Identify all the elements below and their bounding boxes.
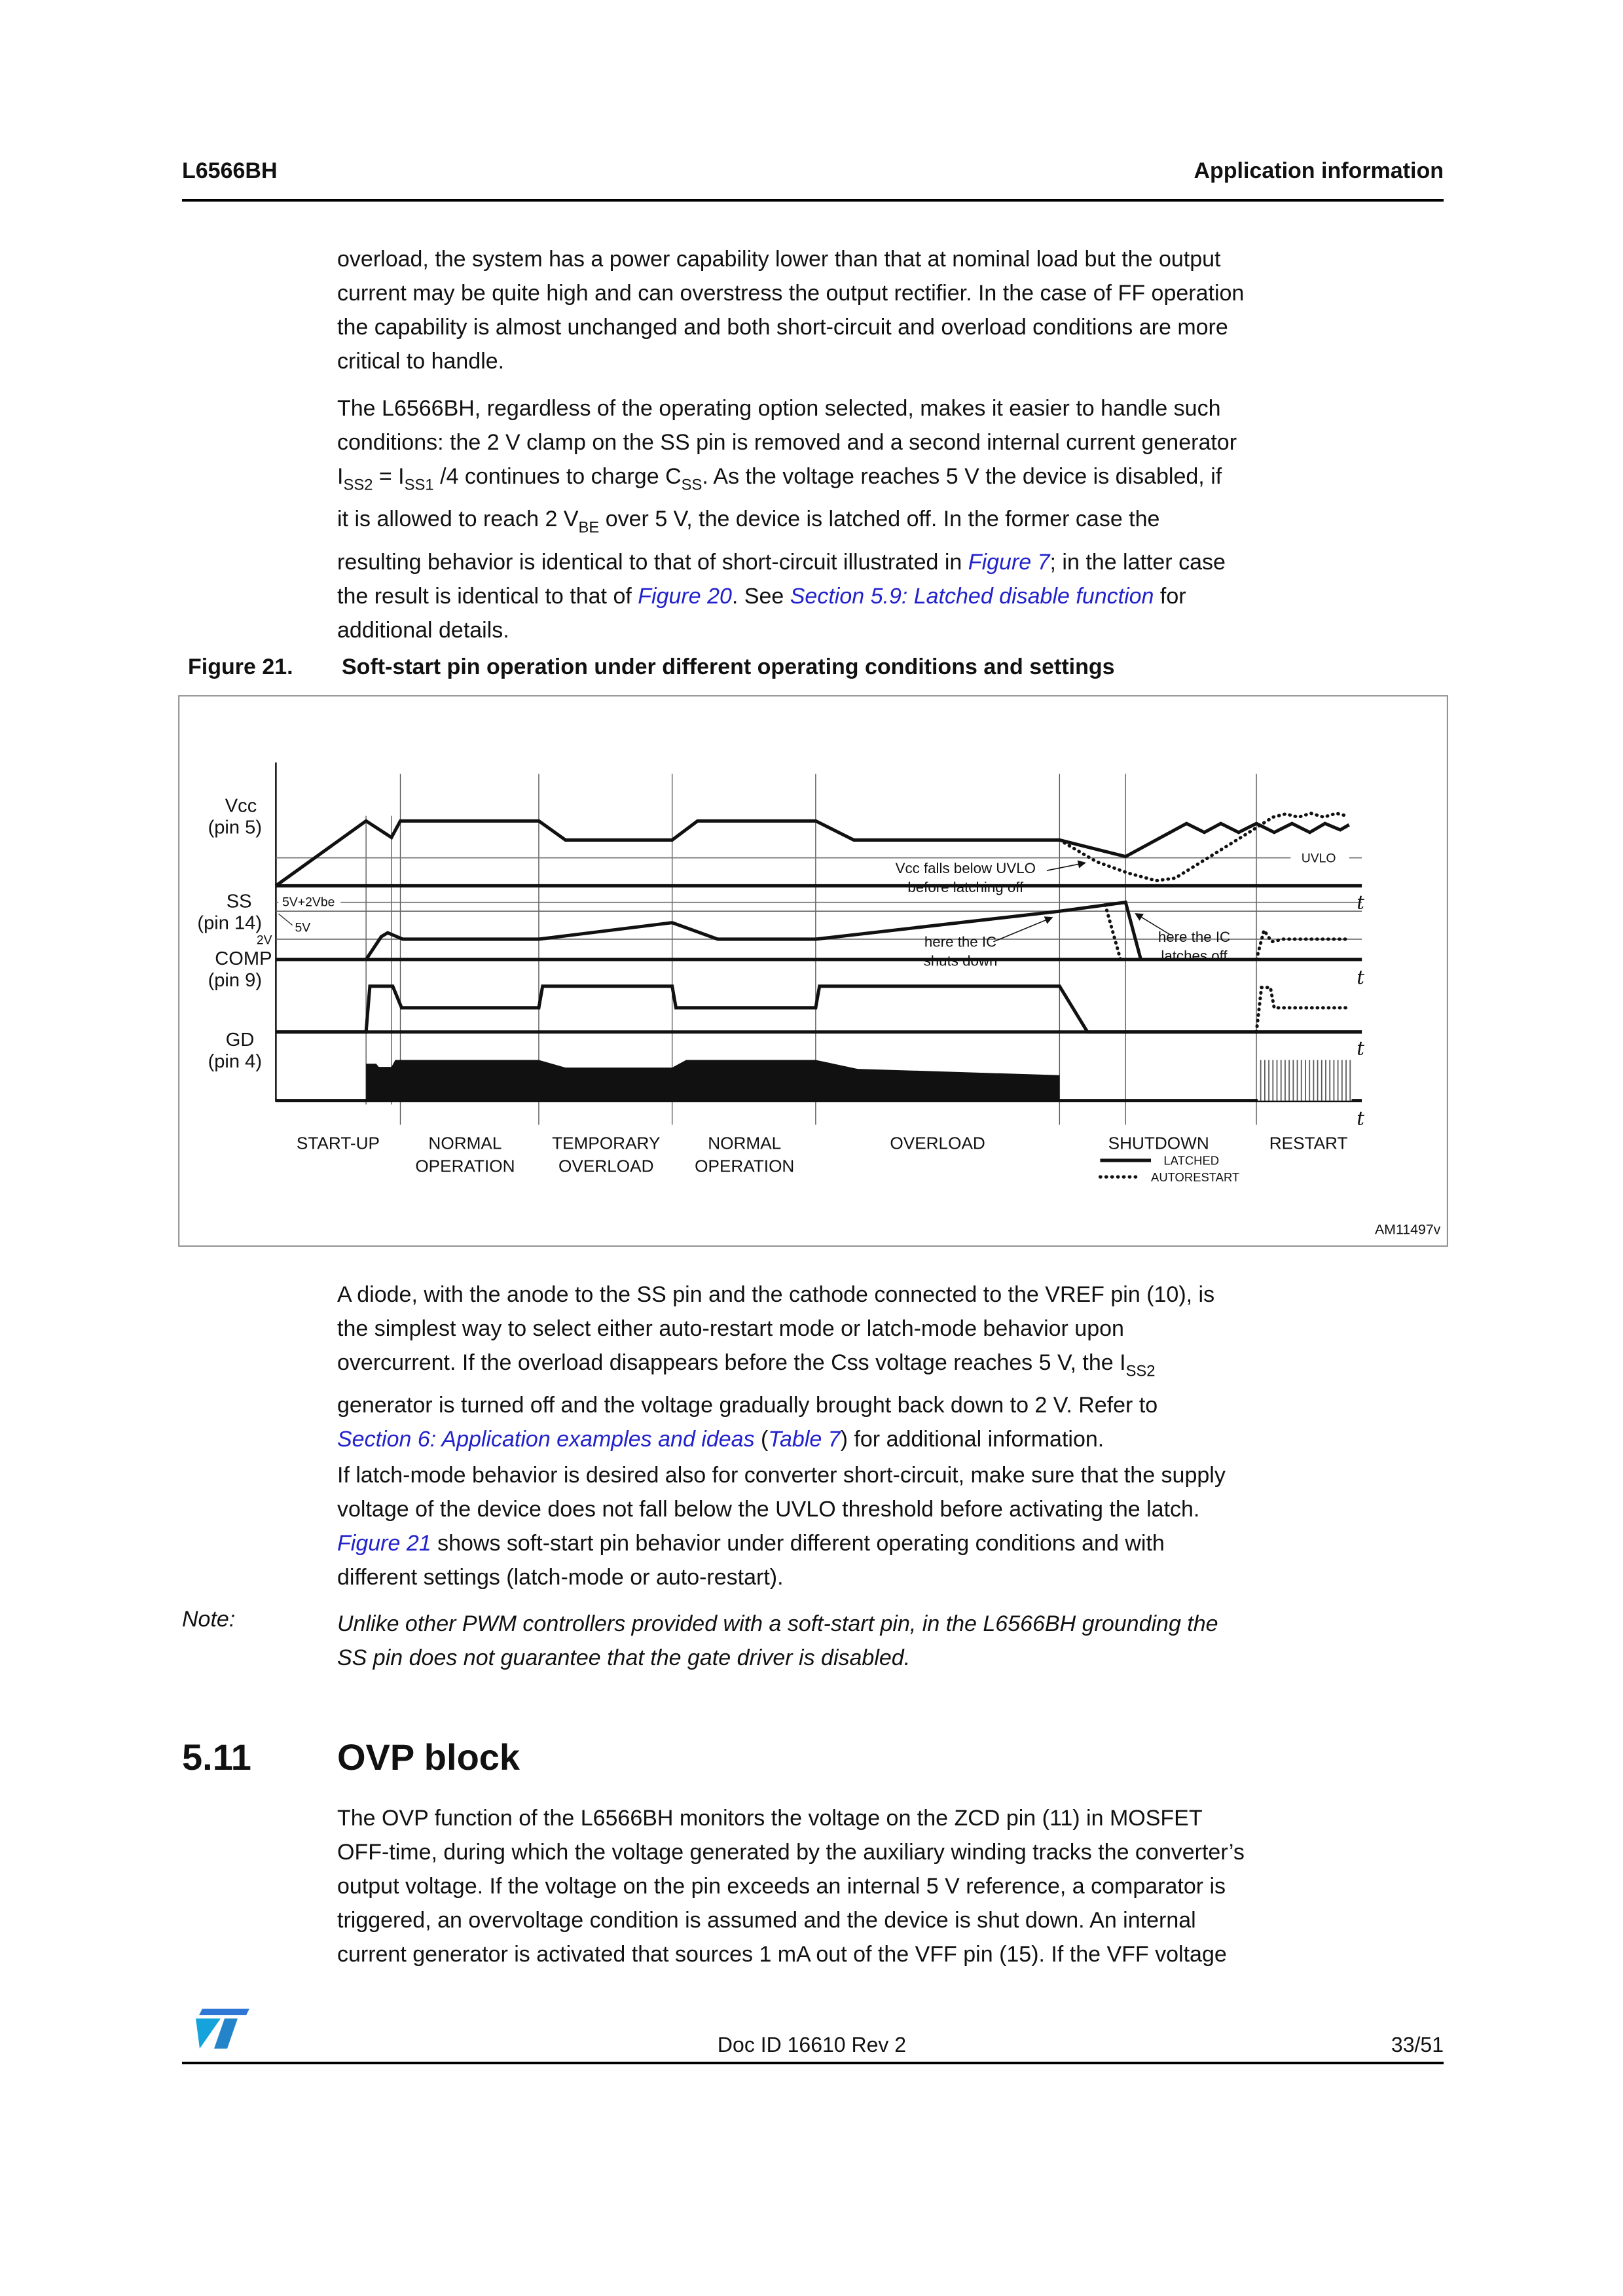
text-run: A diode, with the anode to the SS pin and the cathode connected to the VREF pin (10), is the simplest way to select either auto-restart mode or latch-mode behavior upon overcurrent. If the overload disappears before the Css voltage reaches 5 V, the I bbox=[337, 1282, 1215, 1375]
text-run: If latch-mode behavior is desired also for converter short-circuit, make sure that the supply voltage of the device does not fall below the UVLO threshold before activating the latch. bbox=[337, 1463, 1226, 1522]
text-run: for additional details. bbox=[337, 583, 1186, 643]
stage-normal-1-line2: OPERATION bbox=[415, 1156, 515, 1176]
text-run: ) for additional information. bbox=[840, 1427, 1104, 1452]
footer-page-number: 33/51 bbox=[1391, 2033, 1444, 2056]
subscript-text: BE bbox=[578, 518, 600, 537]
cross-reference-link[interactable]: Figure 20 bbox=[638, 583, 732, 609]
comp-signal-label: COMP bbox=[215, 948, 272, 969]
note-body bbox=[337, 1607, 1463, 1675]
stage-shutdown: SHUTDOWN bbox=[1108, 1133, 1209, 1153]
text-run: . As the voltage reaches 5 V the device is disabled, if it is allowed to reach 2 V bbox=[337, 464, 1222, 532]
stage-normal-2-line2: OPERATION bbox=[695, 1156, 795, 1176]
section-number: 5.11 bbox=[182, 1736, 251, 1778]
vcc-pin-label: (pin 5) bbox=[208, 817, 263, 838]
text-run: generator is turned off and the voltage gradually brought back down to 2 V. Refer to bbox=[337, 1393, 1158, 1418]
paragraph bbox=[337, 391, 1463, 647]
figure-watermark: AM11497v bbox=[1374, 1221, 1441, 1238]
comp-pin-label: (pin 9) bbox=[208, 969, 263, 991]
figure-frame bbox=[179, 696, 1448, 1246]
figure-21-waveform-diagram bbox=[178, 695, 1448, 1247]
paragraph bbox=[337, 1278, 1463, 1456]
text-run: ( bbox=[754, 1427, 769, 1452]
gd-signal-label: GD bbox=[225, 1030, 255, 1051]
cross-reference-link[interactable]: Section 6: Application examples and ideas bbox=[337, 1427, 755, 1452]
annotation-latch-line2: latches off bbox=[1161, 947, 1228, 964]
section-title: OVP block bbox=[337, 1736, 520, 1778]
text-run: over 5 V, the device is latched off. In the former case the resulting behavior is identical to that of short-circuit illustrated in bbox=[337, 507, 1160, 575]
legend-latched-label: LATCHED bbox=[1163, 1153, 1220, 1168]
subscript-text: SS bbox=[681, 476, 702, 494]
text-run: . See bbox=[731, 583, 790, 609]
annotation-shutdown-line2: shuts down bbox=[923, 952, 998, 969]
subscript-text: SS2 bbox=[343, 476, 373, 494]
paragraph bbox=[337, 1801, 1463, 1971]
text-run: shows soft-start pin behavior under different operating conditions and with different settings (latch-mode or auto-restart). bbox=[337, 1531, 1165, 1590]
st-logo bbox=[185, 2004, 251, 2055]
text-run: The L6566BH, regardless of the operating option selected, makes it easier to handle such conditions: the 2 V clamp on the SS pin is removed and a second internal current generator I bbox=[337, 396, 1237, 489]
annotation-uvlo-line1: Vcc falls below UVLO bbox=[895, 859, 1036, 876]
footer-doc-id: Doc ID 16610 Rev 2 bbox=[717, 2033, 907, 2056]
time-axis-label: t bbox=[1357, 965, 1365, 988]
stage-startup: START-UP bbox=[296, 1133, 380, 1153]
header-product-name: L6566BH bbox=[182, 158, 278, 183]
gd-restart-burst bbox=[1258, 1060, 1352, 1100]
figure-caption-label: Figure 21. bbox=[188, 655, 293, 679]
text-run: Unlike other PWM controllers provided with a soft-start pin, in the L6566BH grounding the SS pin does not guarantee that the gate driver is disabled. bbox=[337, 1611, 1218, 1670]
annotation-latch-line1: here the IC bbox=[1158, 928, 1231, 945]
ss-signal-label: SS bbox=[226, 891, 252, 912]
time-axis-label: t bbox=[1357, 1107, 1365, 1130]
text-run: The OVP function of the L6566BH monitors the voltage on the ZCD pin (11) in MOSFET OFF-time, during which the voltage generated by the auxiliary winding tracks the converter’s output voltage. If the voltage on the pin exceeds an internal 5 V reference, a comparator is triggered, an overvoltage condition is assumed and the device is shut down. An internal current generator is activated that sources 1 mA out of the VFF pin (15). If the VFF voltage bbox=[337, 1806, 1245, 1967]
header-section-name: Application information bbox=[1194, 158, 1444, 183]
text-run: ; in the latter case the result is identical to that of bbox=[337, 549, 1226, 609]
footer-rule bbox=[182, 2062, 1444, 2064]
cross-reference-link[interactable]: Section 5.9: Latched disable function bbox=[790, 583, 1154, 609]
text-run: overload, the system has a power capability lower than that at nominal load but the output current may be quite high and can overstress the output rectifier. In the case of FF operation the capability is almost unchanged and both short-circuit and overload conditions are more critical to handle. bbox=[337, 247, 1245, 374]
subscript-text: SS2 bbox=[1125, 1362, 1156, 1380]
ss-5v2vbe-label: 5V+2Vbe bbox=[282, 895, 335, 910]
text-run: = I bbox=[373, 464, 405, 489]
annotation-uvlo-line2: before latching off bbox=[907, 879, 1024, 896]
vcc-signal-label: Vcc bbox=[225, 795, 257, 817]
cross-reference-link[interactable]: Table 7 bbox=[768, 1427, 841, 1452]
text-run: /4 continues to charge C bbox=[433, 464, 682, 489]
stage-restart: RESTART bbox=[1269, 1133, 1348, 1153]
cross-reference-link[interactable]: Figure 21 bbox=[337, 1531, 431, 1556]
uvlo-label: UVLO bbox=[1301, 851, 1336, 866]
stage-normal-2-line1: NORMAL bbox=[708, 1133, 782, 1153]
stage-normal-1-line1: NORMAL bbox=[428, 1133, 502, 1153]
cross-reference-link[interactable]: Figure 7 bbox=[968, 549, 1050, 575]
legend-autorestart-label: AUTORESTART bbox=[1151, 1170, 1240, 1184]
annotation-shutdown-line1: here the IC bbox=[924, 933, 997, 950]
ss-2v-label: 2V bbox=[256, 933, 272, 948]
note-label: Note: bbox=[182, 1607, 236, 1632]
subscript-text: SS1 bbox=[404, 476, 434, 494]
figure-caption-text: Soft-start pin operation under different operating conditions and settings bbox=[342, 655, 1115, 679]
time-axis-label: t bbox=[1357, 1037, 1365, 1060]
paragraph bbox=[337, 1458, 1463, 1594]
paragraph bbox=[337, 242, 1463, 378]
ss-pin-label: (pin 14) bbox=[197, 912, 263, 934]
stage-temp-overload-line2: OVERLOAD bbox=[558, 1156, 654, 1176]
header-rule bbox=[182, 199, 1444, 202]
stage-overload: OVERLOAD bbox=[890, 1133, 985, 1153]
stage-temp-overload-line1: TEMPORARY bbox=[552, 1133, 661, 1153]
time-axis-label: t bbox=[1357, 891, 1365, 914]
ss-5v-label: 5V bbox=[295, 920, 311, 935]
gd-pin-label: (pin 4) bbox=[208, 1051, 263, 1073]
